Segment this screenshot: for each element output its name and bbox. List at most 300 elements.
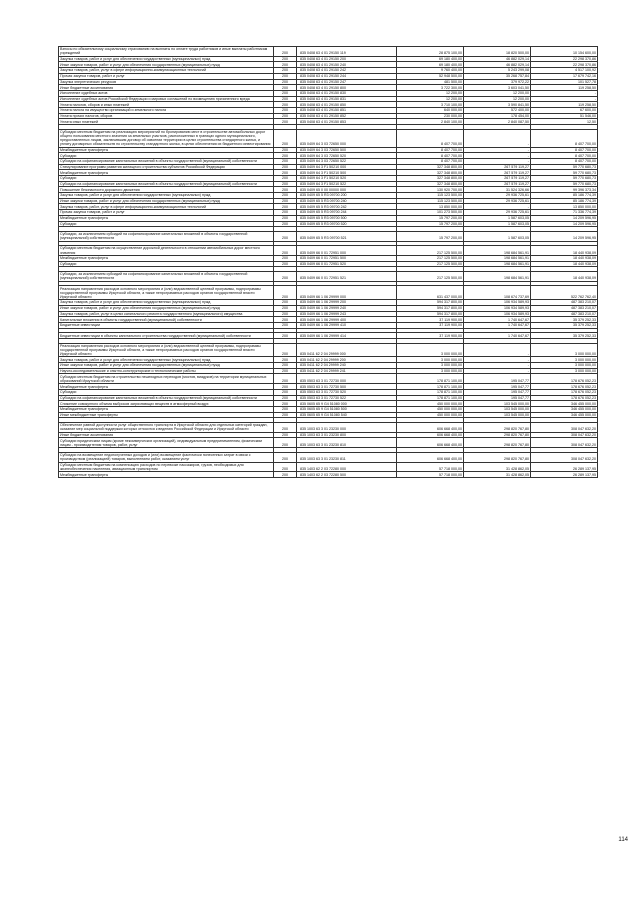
row-classification-code-cell: 835 0409 65 5 R3 09700 200 bbox=[297, 193, 397, 199]
table-row bbox=[59, 438, 598, 448]
row-code-cell: 200 bbox=[274, 90, 297, 96]
row-name-cell: Межбюджетные трансферты bbox=[59, 255, 274, 261]
row-classification-code-cell: 835 0409 66 0 01 72951 521 bbox=[297, 271, 397, 281]
row-classification-code-cell: 835 0409 65 0 00 00000 000 bbox=[297, 187, 397, 193]
row-approved-amount-cell: 3 000 000,00 bbox=[397, 343, 464, 357]
row-executed-amount-cell: 31 428 862,05 bbox=[464, 472, 531, 478]
table-row bbox=[59, 401, 598, 407]
row-executed-amount-cell: 298 820 767,80 bbox=[464, 422, 531, 432]
row-classification-code-cell: 835 0408 63 4 01 29150 830 bbox=[297, 90, 397, 96]
row-approved-amount-cell: 69 180 400,00 bbox=[397, 56, 464, 62]
row-approved-amount-cell: 217 125 500,00 bbox=[397, 246, 464, 256]
row-classification-code-cell: 835 0409 66 1 06 29999 400 bbox=[297, 317, 397, 323]
row-classification-code-cell: 835 0409 66 1 06 29999 410 bbox=[297, 322, 397, 328]
row-approved-amount-cell: 606 668 400,00 bbox=[397, 422, 464, 432]
row-code-cell: 200 bbox=[274, 395, 297, 401]
table-row bbox=[59, 107, 598, 113]
row-unexecuted-amount-cell: 487 383 210,07 bbox=[531, 311, 598, 317]
row-name-cell: Стимулирование программ развития жилищного строительства субъектов Российской Федерации bbox=[59, 164, 274, 170]
table-row bbox=[59, 62, 598, 68]
row-executed-amount-cell: - bbox=[464, 343, 531, 357]
row-code-cell: 200 bbox=[274, 181, 297, 187]
row-approved-amount-cell: 450 000 000,00 bbox=[397, 406, 464, 412]
row-name-cell: Субсидии юридическим лицам (кроме некоммерческих организаций), индивидуальным предпринимателям, физическим лицам - производителям товаров, работ, услуг bbox=[59, 438, 274, 448]
row-name-cell: Субсидии местным бюджетам на компенсацию расходов по перевозке пассажиров, грузов, необходимых для жизнеобеспечения населения, авиационным транспортом bbox=[59, 462, 274, 472]
row-classification-code-cell: 835 0408 63 4 01 29150 800 bbox=[297, 85, 397, 91]
row-classification-code-cell: 835 0408 63 4 01 29150 831 bbox=[297, 96, 397, 102]
row-executed-amount-cell: - bbox=[464, 363, 531, 369]
row-executed-amount-cell: - bbox=[464, 153, 531, 159]
row-approved-amount-cell: 37 119 900,00 bbox=[397, 317, 464, 323]
row-name-cell: Уплата иных платежей bbox=[59, 119, 274, 125]
row-unexecuted-amount-cell: 3 000 000,00 bbox=[531, 343, 598, 357]
row-code-cell: 200 bbox=[274, 363, 297, 369]
row-code-cell: 200 bbox=[274, 176, 297, 182]
row-classification-code-cell: 835 0409 66 1 06 29999 000 bbox=[297, 286, 397, 300]
row-executed-amount-cell: - bbox=[464, 368, 531, 374]
row-name-cell: Исполнение судебных актов Российской Федерации и мировых соглашений по возмещению причиненного вреда bbox=[59, 96, 274, 102]
row-code-cell: 200 bbox=[274, 170, 297, 176]
table-row bbox=[59, 246, 598, 256]
row-classification-code-cell: 835 1003 63 3 01 23230 811 bbox=[297, 452, 397, 462]
row-classification-code-cell: 835 0409 65 5 R3 09700 520 bbox=[297, 221, 397, 227]
row-classification-code-cell: 835 0409 64 3 03 72650 522 bbox=[297, 158, 397, 164]
row-approved-amount-cell: 8 407 700,00 bbox=[397, 147, 464, 153]
row-unexecuted-amount-cell: 22 298 370,86 bbox=[531, 56, 598, 62]
row-name-cell: Иные закупки товаров, работ и услуг для обеспечения государственных (муниципальных) нужд bbox=[59, 305, 274, 311]
row-classification-code-cell: 835 0409 65 5 R3 09700 242 bbox=[297, 204, 397, 210]
row-approved-amount-cell: 57 718 000,00 bbox=[397, 462, 464, 472]
row-approved-amount-cell: 69 180 400,00 bbox=[397, 62, 464, 68]
row-code-cell: 200 bbox=[274, 158, 297, 164]
row-approved-amount-cell: 327 348 800,00 bbox=[397, 176, 464, 182]
row-name-cell: Субсидии bbox=[59, 389, 274, 395]
row-unexecuted-amount-cell: 35 379 252,33 bbox=[531, 322, 598, 328]
row-code-cell: 200 bbox=[274, 193, 297, 199]
row-classification-code-cell: 835 0408 63 4 01 29150 852 bbox=[297, 113, 397, 119]
row-executed-amount-cell: 5 243 299,08 bbox=[464, 68, 531, 74]
row-approved-amount-cell: 606 668 400,00 bbox=[397, 432, 464, 438]
row-name-cell: Иные закупки товаров, работ и услуг для обеспечения государственных (муниципальных) нужд bbox=[59, 62, 274, 68]
row-approved-amount-cell: 640 000,00 bbox=[397, 107, 464, 113]
row-name-cell: Бюджетные инвестиции bbox=[59, 322, 274, 328]
row-code-cell: 200 bbox=[274, 368, 297, 374]
row-unexecuted-amount-cell: 3 000 000,00 bbox=[531, 368, 598, 374]
row-classification-code-cell: 835 0503 63 3 01 72730 522 bbox=[297, 395, 397, 401]
row-code-cell: 200 bbox=[274, 374, 297, 384]
row-classification-code-cell: 835 0409 66 1 06 29999 414 bbox=[297, 333, 397, 339]
budget-report-sheet bbox=[58, 46, 596, 478]
row-classification-code-cell: 835 0409 65 5 R3 09700 240 bbox=[297, 198, 397, 204]
row-code-cell: 200 bbox=[274, 153, 297, 159]
row-executed-amount-cell: 108 674 737,69 bbox=[464, 286, 531, 300]
row-unexecuted-amount-cell: 35 379 252,33 bbox=[531, 333, 598, 339]
row-unexecuted-amount-cell: 18 440 938,09 bbox=[531, 271, 598, 281]
row-name-cell: Закупка товаров, работ, услуг в сфере информационно-коммуникационных технологий bbox=[59, 68, 274, 74]
row-code-cell: 200 bbox=[274, 286, 297, 300]
row-approved-amount-cell: 12 200,00 bbox=[397, 90, 464, 96]
row-approved-amount-cell: 2 840 100,00 bbox=[397, 119, 464, 125]
row-classification-code-cell: 835 0408 63 4 01 29150 851 bbox=[297, 107, 397, 113]
row-classification-code-cell: 835 0409 65 5 R3 09700 521 bbox=[297, 231, 397, 241]
row-unexecuted-amount-cell: - bbox=[531, 90, 598, 96]
row-unexecuted-amount-cell: 346 455 000,00 bbox=[531, 401, 598, 407]
row-unexecuted-amount-cell: 3 000 000,00 bbox=[531, 363, 598, 369]
row-approved-amount-cell: 3 000 000,00 bbox=[397, 363, 464, 369]
row-name-cell: Закупка товаров, работ и услуг для обеспечения государственных (муниципальных) нужд bbox=[59, 357, 274, 363]
row-executed-amount-cell: 12 200,00 bbox=[464, 90, 531, 96]
row-code-cell: 200 bbox=[274, 389, 297, 395]
table-row bbox=[59, 462, 598, 472]
page-number: 114 bbox=[618, 837, 628, 843]
row-approved-amount-cell: 217 125 500,00 bbox=[397, 255, 464, 261]
row-unexecuted-amount-cell: 308 047 632,20 bbox=[531, 422, 598, 432]
row-executed-amount-cell: 198 684 561,91 bbox=[464, 255, 531, 261]
row-unexecuted-amount-cell: 8 407 700,00 bbox=[531, 129, 598, 147]
row-executed-amount-cell: - bbox=[464, 204, 531, 210]
row-executed-amount-cell: 46 882 029,14 bbox=[464, 56, 531, 62]
row-executed-amount-cell: - bbox=[464, 147, 531, 153]
row-unexecuted-amount-cell: 59 770 680,73 bbox=[531, 164, 598, 170]
table-row bbox=[59, 452, 598, 462]
row-unexecuted-amount-cell: 308 047 632,20 bbox=[531, 452, 598, 462]
row-executed-amount-cell: 1 587 603,05 bbox=[464, 231, 531, 241]
row-executed-amount-cell: 12 200,00 bbox=[464, 96, 531, 102]
row-approved-amount-cell: 178 871 100,00 bbox=[397, 384, 464, 390]
row-code-cell: 200 bbox=[274, 47, 297, 57]
row-approved-amount-cell: 15 797 200,00 bbox=[397, 231, 464, 241]
table-row bbox=[59, 305, 598, 311]
row-approved-amount-cell: 101 273 500,00 bbox=[397, 210, 464, 216]
row-executed-amount-cell: 35 268 757,84 bbox=[464, 73, 531, 79]
row-code-cell: 200 bbox=[274, 73, 297, 79]
row-classification-code-cell: 835 0408 63 4 01 29150 240 bbox=[297, 62, 397, 68]
row-code-cell: 200 bbox=[274, 62, 297, 68]
row-name-cell: Закупка товаров, работ и услуг для обеспечения государственных (муниципальных) нужд bbox=[59, 300, 274, 306]
row-approved-amount-cell: 37 119 900,00 bbox=[397, 333, 464, 339]
row-code-cell: 200 bbox=[274, 305, 297, 311]
row-code-cell: 200 bbox=[274, 113, 297, 119]
row-unexecuted-amount-cell: 18 440 938,09 bbox=[531, 255, 598, 261]
row-unexecuted-amount-cell: 14 209 596,95 bbox=[531, 221, 598, 227]
table-row bbox=[59, 68, 598, 74]
row-name-cell: Межбюджетные трансферты bbox=[59, 472, 274, 478]
row-classification-code-cell: 835 1403 62 2 03 72280 000 bbox=[297, 462, 397, 472]
row-executed-amount-cell: 106 934 589,93 bbox=[464, 311, 531, 317]
row-approved-amount-cell: 327 348 800,00 bbox=[397, 170, 464, 176]
row-name-cell: Повышение безопасности дорожного движения bbox=[59, 187, 274, 193]
row-classification-code-cell: 835 0409 66 1 06 29999 240 bbox=[297, 305, 397, 311]
row-approved-amount-cell: 450 000 000,00 bbox=[397, 412, 464, 418]
table-body bbox=[59, 47, 598, 478]
row-name-cell: Субсидии на возмещение недополученных доходов и (или) возмещение фактически понесенных затрат в связи с производством (реализацией) товаров, выполнением работ, оказанием услуг bbox=[59, 452, 274, 462]
row-executed-amount-cell: - bbox=[464, 129, 531, 147]
row-name-cell: Межбюджетные трансферты bbox=[59, 147, 274, 153]
row-approved-amount-cell: 327 348 800,00 bbox=[397, 181, 464, 187]
row-code-cell: 200 bbox=[274, 215, 297, 221]
row-approved-amount-cell: 12 200,00 bbox=[397, 96, 464, 102]
row-approved-amount-cell: 3 722 300,00 bbox=[397, 85, 464, 91]
row-classification-code-cell: 835 0409 66 1 06 29999 200 bbox=[297, 300, 397, 306]
row-approved-amount-cell: 130 920 700,00 bbox=[397, 187, 464, 193]
row-executed-amount-cell: 195 047,77 bbox=[464, 389, 531, 395]
row-approved-amount-cell: 9 760 400,00 bbox=[397, 68, 464, 74]
row-code-cell: 200 bbox=[274, 438, 297, 448]
row-classification-code-cell: 835 1003 63 3 01 23230 810 bbox=[297, 438, 397, 448]
row-executed-amount-cell: 1 587 603,05 bbox=[464, 221, 531, 227]
row-classification-code-cell: 835 0409 66 0 01 72951 500 bbox=[297, 255, 397, 261]
row-code-cell: 200 bbox=[274, 246, 297, 256]
row-unexecuted-amount-cell: 59 770 680,73 bbox=[531, 176, 598, 182]
row-unexecuted-amount-cell: 101 527,78 bbox=[531, 79, 598, 85]
row-executed-amount-cell: 29 936 725,61 bbox=[464, 193, 531, 199]
row-code-cell: 200 bbox=[274, 472, 297, 478]
row-name-cell: Реализация направления расходов основного мероприятия и (или) ведомственной целевой программы, подпрограммы государственной программы Иркутской области, а также непрограммных расходов органов государственной власти Иркутской области bbox=[59, 343, 274, 357]
row-code-cell: 200 bbox=[274, 406, 297, 412]
row-code-cell: 200 bbox=[274, 68, 297, 74]
row-unexecuted-amount-cell: 59 770 680,73 bbox=[531, 170, 598, 176]
row-approved-amount-cell: 230 000,00 bbox=[397, 113, 464, 119]
row-classification-code-cell: 835 0408 63 4 01 29150 244 bbox=[297, 73, 397, 79]
row-classification-code-cell: 835 0409 64 3 F1 50210 500 bbox=[297, 170, 397, 176]
row-unexecuted-amount-cell: 59 770 680,73 bbox=[531, 181, 598, 187]
row-name-cell: Прочая закупка товаров, работ и услуг bbox=[59, 73, 274, 79]
row-executed-amount-cell: - bbox=[464, 357, 531, 363]
row-executed-amount-cell: 106 934 589,93 bbox=[464, 300, 531, 306]
table-row bbox=[59, 231, 598, 241]
row-name-cell: Субсидии на софинансирование капитальных вложений в объекты государственной (муниципальной) собственности bbox=[59, 158, 274, 164]
row-executed-amount-cell: 267 579 119,27 bbox=[464, 164, 531, 170]
row-approved-amount-cell: 594 317 800,00 bbox=[397, 300, 464, 306]
row-executed-amount-cell: 298 820 767,80 bbox=[464, 438, 531, 448]
table-row bbox=[59, 271, 598, 281]
table-row bbox=[59, 56, 598, 62]
row-executed-amount-cell: 298 820 767,80 bbox=[464, 432, 531, 438]
row-name-cell: Иные закупки товаров, работ и услуг для обеспечения государственных (муниципальных) нужд bbox=[59, 363, 274, 369]
row-approved-amount-cell: 450 000 000,00 bbox=[397, 401, 464, 407]
row-code-cell: 200 bbox=[274, 147, 297, 153]
row-approved-amount-cell: 327 348 800,00 bbox=[397, 164, 464, 170]
table-row bbox=[59, 472, 598, 478]
row-classification-code-cell: 835 1403 62 2 03 72280 500 bbox=[297, 472, 397, 478]
row-code-cell: 200 bbox=[274, 221, 297, 227]
row-unexecuted-amount-cell: 308 047 632,20 bbox=[531, 438, 598, 448]
row-code-cell: 200 bbox=[274, 255, 297, 261]
row-executed-amount-cell: 298 820 767,80 bbox=[464, 452, 531, 462]
row-unexecuted-amount-cell: 13 850 000,00 bbox=[531, 204, 598, 210]
row-unexecuted-amount-cell: - bbox=[531, 96, 598, 102]
row-approved-amount-cell: 3 710 100,00 bbox=[397, 102, 464, 108]
row-executed-amount-cell: 2 840 087,50 bbox=[464, 119, 531, 125]
table-row bbox=[59, 395, 598, 401]
row-approved-amount-cell: 8 407 700,00 bbox=[397, 153, 464, 159]
row-name-cell: Иные бюджетные ассигнования bbox=[59, 432, 274, 438]
row-executed-amount-cell: 195 047,77 bbox=[464, 395, 531, 401]
table-row bbox=[59, 96, 598, 102]
row-unexecuted-amount-cell: 18 440 938,09 bbox=[531, 246, 598, 256]
table-row bbox=[59, 187, 598, 193]
row-name-cell: Межбюджетные трансферты bbox=[59, 215, 274, 221]
row-executed-amount-cell: 195 047,77 bbox=[464, 384, 531, 390]
table-row bbox=[59, 47, 598, 57]
row-executed-amount-cell: 572 400,00 bbox=[464, 107, 531, 113]
row-classification-code-cell: 835 0409 66 1 06 29999 243 bbox=[297, 311, 397, 317]
row-unexecuted-amount-cell: 18 440 938,09 bbox=[531, 261, 598, 267]
table-row bbox=[59, 164, 598, 170]
row-name-cell: Уплата прочих налогов, сборов bbox=[59, 113, 274, 119]
row-unexecuted-amount-cell: 178 676 052,23 bbox=[531, 395, 598, 401]
row-approved-amount-cell: 28 875 100,00 bbox=[397, 47, 464, 57]
budget-execution-table bbox=[58, 46, 598, 478]
row-code-cell: 200 bbox=[274, 119, 297, 125]
row-approved-amount-cell: 3 000 000,00 bbox=[397, 368, 464, 374]
table-row bbox=[59, 422, 598, 432]
row-code-cell: 200 bbox=[274, 432, 297, 438]
row-unexecuted-amount-cell: 8 407 700,00 bbox=[531, 147, 598, 153]
row-unexecuted-amount-cell: 8 407 700,00 bbox=[531, 158, 598, 164]
row-approved-amount-cell: 178 871 100,00 bbox=[397, 389, 464, 395]
row-name-cell: Межбюджетные трансферты bbox=[59, 170, 274, 176]
table-row bbox=[59, 129, 598, 147]
row-unexecuted-amount-cell: 35 379 252,33 bbox=[531, 317, 598, 323]
row-unexecuted-amount-cell: 4 517 100,92 bbox=[531, 68, 598, 74]
row-classification-code-cell: 835 0411 62 2 04 29999 200 bbox=[297, 357, 397, 363]
row-name-cell: Исполнение судебных актов bbox=[59, 90, 274, 96]
row-classification-code-cell: 835 1003 63 3 01 23230 000 bbox=[297, 422, 397, 432]
row-code-cell: 200 bbox=[274, 311, 297, 317]
row-classification-code-cell: 835 0411 62 2 04 29999 241 bbox=[297, 368, 397, 374]
row-classification-code-cell: 835 0503 63 3 01 72730 520 bbox=[297, 389, 397, 395]
row-classification-code-cell: 835 0409 64 3 F1 50210 522 bbox=[297, 181, 397, 187]
row-code-cell: 200 bbox=[274, 357, 297, 363]
row-name-cell: Субсидии bbox=[59, 176, 274, 182]
table-row bbox=[59, 333, 598, 339]
row-code-cell: 200 bbox=[274, 102, 297, 108]
row-approved-amount-cell: 3 000 000,00 bbox=[397, 357, 464, 363]
row-code-cell: 200 bbox=[274, 300, 297, 306]
row-unexecuted-amount-cell: 85 186 774,39 bbox=[531, 198, 598, 204]
row-name-cell: Субсидии bbox=[59, 221, 274, 227]
row-code-cell: 200 bbox=[274, 452, 297, 462]
row-executed-amount-cell: 18 820 500,00 bbox=[464, 47, 531, 57]
row-approved-amount-cell: 8 407 700,00 bbox=[397, 129, 464, 147]
row-executed-amount-cell: 267 579 119,27 bbox=[464, 176, 531, 182]
row-classification-code-cell: 835 0409 65 5 R3 09700 244 bbox=[297, 210, 397, 216]
row-name-cell: Уплата налогов, сборов и иных платежей bbox=[59, 102, 274, 108]
row-name-cell: Взносы по обязательному социальному страхованию на выплаты по оплате труда работников и иные выплаты работникам учреждений bbox=[59, 47, 274, 57]
table-row bbox=[59, 181, 598, 187]
row-code-cell: 200 bbox=[274, 322, 297, 328]
row-classification-code-cell: 835 0408 63 4 01 29150 242 bbox=[297, 68, 397, 74]
row-unexecuted-amount-cell: 119 258,50 bbox=[531, 102, 598, 108]
row-approved-amount-cell: 37 119 900,00 bbox=[397, 322, 464, 328]
row-approved-amount-cell: 57 718 000,00 bbox=[397, 472, 464, 478]
row-classification-code-cell: 835 0409 66 0 01 72951 000 bbox=[297, 246, 397, 256]
row-executed-amount-cell: 267 579 119,27 bbox=[464, 181, 531, 187]
row-name-cell: Субсидии на софинансирование капитальных вложений в объекты государственной (муниципальной) собственности bbox=[59, 395, 274, 401]
row-unexecuted-amount-cell: 10 154 600,00 bbox=[531, 47, 598, 57]
row-classification-code-cell: 835 1003 63 3 01 23230 800 bbox=[297, 432, 397, 438]
row-approved-amount-cell: 606 668 400,00 bbox=[397, 438, 464, 448]
table-row bbox=[59, 343, 598, 357]
row-unexecuted-amount-cell: 12,50 bbox=[531, 119, 598, 125]
row-classification-code-cell: 835 0503 63 3 01 72730 000 bbox=[297, 374, 397, 384]
row-unexecuted-amount-cell: 3 000 000,00 bbox=[531, 357, 598, 363]
row-name-cell: Бюджетные инвестиции в объекты капитального строительства государственной (муниципальной) собственности bbox=[59, 333, 274, 339]
row-code-cell: 200 bbox=[274, 317, 297, 323]
row-classification-code-cell: 835 0408 63 4 01 29150 850 bbox=[297, 102, 397, 108]
row-approved-amount-cell: 594 317 800,00 bbox=[397, 305, 464, 311]
row-approved-amount-cell: 481 500,00 bbox=[397, 79, 464, 85]
row-approved-amount-cell: 8 407 700,00 bbox=[397, 158, 464, 164]
row-executed-amount-cell: 106 934 589,93 bbox=[464, 305, 531, 311]
row-executed-amount-cell: 198 684 561,91 bbox=[464, 261, 531, 267]
row-code-cell: 200 bbox=[274, 96, 297, 102]
row-approved-amount-cell: 594 317 800,00 bbox=[397, 311, 464, 317]
row-name-cell: Субсидии местным бюджетам на реализацию мероприятий по бронированию мест в строительстве автомобильных дорог общего пользования местного значения за земельных участков, расположенных в границах одного муниципального, предоставленных лицам, заключившим договор об освоении территории в целях строительства стандартного жилья, и уплату договорных обязательств по строительству стандартного жилья, в целях обеспечения их бюджетного инвестирования bbox=[59, 129, 274, 147]
row-code-cell: 200 bbox=[274, 164, 297, 170]
row-code-cell: 200 bbox=[274, 384, 297, 390]
row-name-cell: Снижение совокупного объема выбросов загрязняющих веществ в атмосферный воздух bbox=[59, 401, 274, 407]
table-row bbox=[59, 374, 598, 384]
row-classification-code-cell: 835 0409 64 3 03 72650 500 bbox=[297, 147, 397, 153]
row-unexecuted-amount-cell: 178 676 052,23 bbox=[531, 374, 598, 384]
row-code-cell: 200 bbox=[274, 261, 297, 267]
row-unexecuted-amount-cell: 71 336 774,39 bbox=[531, 210, 598, 216]
row-classification-code-cell: 835 0408 63 4 01 29150 119 bbox=[297, 47, 397, 57]
row-classification-code-cell: 835 0409 64 3 F1 50210 000 bbox=[297, 164, 397, 170]
table-row bbox=[59, 193, 598, 199]
row-executed-amount-cell: 103 545 000,00 bbox=[464, 412, 531, 418]
row-classification-code-cell: 835 0411 62 2 04 29999 240 bbox=[297, 363, 397, 369]
row-executed-amount-cell: 3 603 041,50 bbox=[464, 85, 531, 91]
row-approved-amount-cell: 13 850 000,00 bbox=[397, 204, 464, 210]
row-executed-amount-cell: 29 936 725,61 bbox=[464, 210, 531, 216]
row-code-cell: 200 bbox=[274, 231, 297, 241]
row-code-cell: 200 bbox=[274, 198, 297, 204]
row-classification-code-cell: 835 0605 65 9 G4 51080 500 bbox=[297, 406, 397, 412]
table-row bbox=[59, 300, 598, 306]
row-code-cell: 200 bbox=[274, 343, 297, 357]
row-classification-code-cell: 835 0409 64 3 03 72650 520 bbox=[297, 153, 397, 159]
row-name-cell: Прочая закупка товаров, работ и услуг bbox=[59, 210, 274, 216]
row-unexecuted-amount-cell: 67 600,00 bbox=[531, 107, 598, 113]
row-unexecuted-amount-cell: 14 209 596,95 bbox=[531, 231, 598, 241]
row-unexecuted-amount-cell: 308 047 632,20 bbox=[531, 432, 598, 438]
row-executed-amount-cell: 46 882 029,14 bbox=[464, 62, 531, 68]
row-approved-amount-cell: 115 123 500,00 bbox=[397, 193, 464, 199]
row-code-cell: 200 bbox=[274, 79, 297, 85]
row-executed-amount-cell: 29 936 725,61 bbox=[464, 198, 531, 204]
row-unexecuted-amount-cell: 14 209 596,95 bbox=[531, 215, 598, 221]
row-name-cell: Реализация направления расходов основного мероприятия и (или) ведомственной целевой программы, подпрограммы государственной программы Иркутской области, а также непрограммных расходов органов государственной власти Иркутской области bbox=[59, 286, 274, 300]
table-row bbox=[59, 317, 598, 323]
row-name-cell: Иные бюджетные ассигнования bbox=[59, 85, 274, 91]
row-name-cell: Субсидии местным бюджетам на осуществление дорожной деятельности в отношении автомобильных дорог местного значения bbox=[59, 246, 274, 256]
row-approved-amount-cell: 15 797 200,00 bbox=[397, 221, 464, 227]
row-unexecuted-amount-cell: 178 676 052,23 bbox=[531, 384, 598, 390]
row-approved-amount-cell: 631 437 000,00 bbox=[397, 286, 464, 300]
row-executed-amount-cell: 31 428 862,05 bbox=[464, 462, 531, 472]
row-executed-amount-cell: - bbox=[464, 158, 531, 164]
row-approved-amount-cell: 115 123 500,00 bbox=[397, 198, 464, 204]
table-row bbox=[59, 198, 598, 204]
row-code-cell: 200 bbox=[274, 422, 297, 432]
row-name-cell: Иные межбюджетные трансферты bbox=[59, 412, 274, 418]
row-approved-amount-cell: 217 125 500,00 bbox=[397, 261, 464, 267]
row-executed-amount-cell: 379 972,22 bbox=[464, 79, 531, 85]
row-unexecuted-amount-cell: 26 289 137,95 bbox=[531, 472, 598, 478]
